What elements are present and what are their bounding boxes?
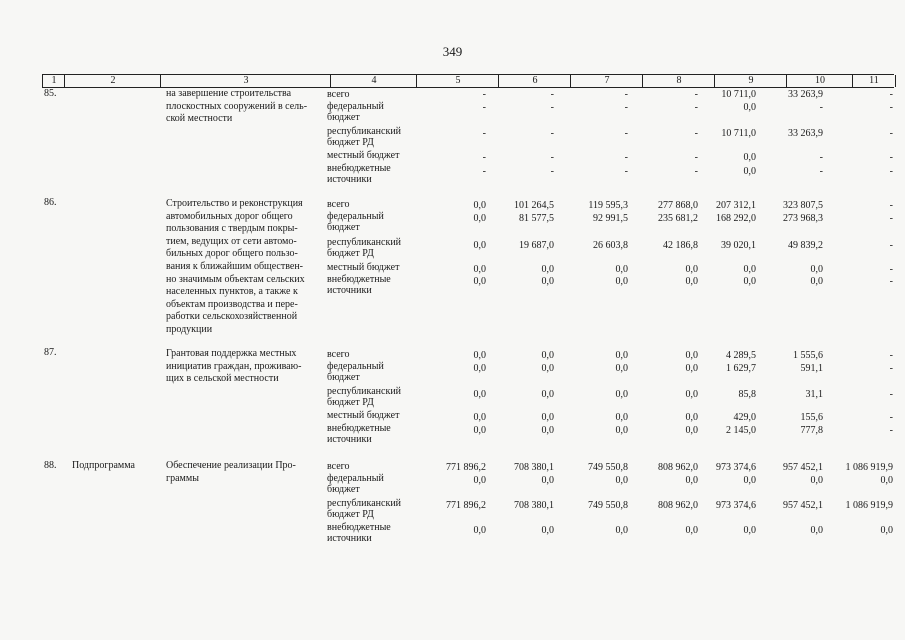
page-number: 349 xyxy=(442,44,463,59)
source-label: всего xyxy=(327,461,350,472)
value-cell: 0,0 xyxy=(615,425,628,436)
value-cell: 0,0 xyxy=(615,389,628,400)
value-cell: - xyxy=(624,166,628,177)
source-label: внебюджетные источники xyxy=(327,522,391,544)
value-cell: - xyxy=(550,102,554,113)
source-label: федеральный бюджет xyxy=(327,101,384,123)
value-cell: 0,0 xyxy=(615,475,628,486)
source-label: федеральный бюджет xyxy=(327,473,384,495)
source-label: местный бюджет xyxy=(327,150,400,161)
header-col-8: 8 xyxy=(642,75,715,87)
value-cell: 749 550,8 xyxy=(588,500,628,511)
row-description: Грантовая поддержка местных инициатив граждан, проживаю- щих в сельской местности xyxy=(166,348,302,385)
value-cell: 33 263,9 xyxy=(788,128,823,139)
row-description: Обеспечение реализации Про- граммы xyxy=(166,460,296,484)
value-cell: 81 577,5 xyxy=(519,213,554,224)
value-cell: 0,0 xyxy=(743,152,756,163)
value-cell: 0,0 xyxy=(541,425,554,436)
value-cell: 119 595,3 xyxy=(588,200,628,211)
value-cell: 92 991,5 xyxy=(593,213,628,224)
value-cell: 85,8 xyxy=(738,389,756,400)
value-cell: 0,0 xyxy=(880,525,893,536)
header-col-3: 3 xyxy=(160,75,331,87)
value-cell: 235 681,2 xyxy=(658,213,698,224)
value-cell: - xyxy=(819,102,823,113)
value-cell: 0,0 xyxy=(473,276,486,287)
value-cell: 0,0 xyxy=(473,425,486,436)
value-cell: 771 896,2 xyxy=(446,500,486,511)
value-cell: - xyxy=(889,412,893,423)
value-cell: 49 839,2 xyxy=(788,240,823,251)
table-header xyxy=(42,74,894,88)
value-cell: 207 312,1 xyxy=(716,200,756,211)
value-cell: 1 086 919,9 xyxy=(845,462,893,473)
value-cell: 777,8 xyxy=(800,425,823,436)
value-cell: - xyxy=(482,166,486,177)
value-cell: 708 380,1 xyxy=(514,500,554,511)
value-cell: 0,0 xyxy=(810,264,823,275)
value-cell: - xyxy=(624,89,628,100)
value-cell: - xyxy=(889,152,893,163)
value-cell: 0,0 xyxy=(685,363,698,374)
value-cell: 973 374,6 xyxy=(716,462,756,473)
value-cell: 0,0 xyxy=(473,240,486,251)
value-cell: 0,0 xyxy=(541,525,554,536)
value-cell: 1 555,6 xyxy=(793,350,823,361)
value-cell: 0,0 xyxy=(810,475,823,486)
value-cell: 33 263,9 xyxy=(788,89,823,100)
value-cell: 0,0 xyxy=(541,389,554,400)
value-cell: 0,0 xyxy=(685,389,698,400)
value-cell: 0,0 xyxy=(615,525,628,536)
value-cell: - xyxy=(694,152,698,163)
value-cell: 0,0 xyxy=(743,475,756,486)
source-label: внебюджетные источники xyxy=(327,163,391,185)
value-cell: 10 711,0 xyxy=(721,89,756,100)
value-cell: 10 711,0 xyxy=(721,128,756,139)
value-cell: 0,0 xyxy=(473,525,486,536)
value-cell: - xyxy=(482,89,486,100)
value-cell: 0,0 xyxy=(541,363,554,374)
header-col-2: 2 xyxy=(64,75,161,87)
value-cell: - xyxy=(694,166,698,177)
value-cell: 0,0 xyxy=(743,276,756,287)
value-cell: 26 603,8 xyxy=(593,240,628,251)
value-cell: 0,0 xyxy=(615,276,628,287)
subprogram-label: Подпрограмма xyxy=(72,460,135,471)
value-cell: - xyxy=(889,89,893,100)
value-cell: 42 186,8 xyxy=(663,240,698,251)
value-cell: 0,0 xyxy=(685,350,698,361)
value-cell: 973 374,6 xyxy=(716,500,756,511)
value-cell: 0,0 xyxy=(473,475,486,486)
value-cell: 0,0 xyxy=(615,264,628,275)
value-cell: 771 896,2 xyxy=(446,462,486,473)
value-cell: - xyxy=(482,128,486,139)
source-label: республиканский бюджет РД xyxy=(327,126,402,148)
source-label: местный бюджет xyxy=(327,410,400,421)
header-col-6: 6 xyxy=(498,75,571,87)
source-label: республиканский бюджет РД xyxy=(327,237,402,259)
value-cell: 957 452,1 xyxy=(783,462,823,473)
value-cell: 1 086 919,9 xyxy=(845,500,893,511)
value-cell: 323 807,5 xyxy=(783,200,823,211)
row-id: 88. xyxy=(44,460,57,471)
header-col-4: 4 xyxy=(330,75,417,87)
value-cell: 31,1 xyxy=(805,389,823,400)
header-col-7: 7 xyxy=(570,75,643,87)
value-cell: - xyxy=(694,89,698,100)
value-cell: 0,0 xyxy=(473,350,486,361)
value-cell: 429,0 xyxy=(733,412,756,423)
value-cell: - xyxy=(889,200,893,211)
value-cell: 0,0 xyxy=(743,264,756,275)
value-cell: - xyxy=(482,152,486,163)
value-cell: 0,0 xyxy=(473,264,486,275)
value-cell: 0,0 xyxy=(541,412,554,423)
value-cell: - xyxy=(482,102,486,113)
value-cell: 0,0 xyxy=(685,276,698,287)
value-cell: - xyxy=(694,102,698,113)
value-cell: - xyxy=(889,240,893,251)
value-cell: 708 380,1 xyxy=(514,462,554,473)
value-cell: 808 962,0 xyxy=(658,500,698,511)
value-cell: - xyxy=(889,350,893,361)
value-cell: 0,0 xyxy=(880,475,893,486)
value-cell: 0,0 xyxy=(541,350,554,361)
source-label: республиканский бюджет РД xyxy=(327,498,402,520)
value-cell: - xyxy=(624,152,628,163)
value-cell: 39 020,1 xyxy=(721,240,756,251)
value-cell: 1 629,7 xyxy=(726,363,756,374)
row-description: Строительство и реконструкция автомобильных дорог общего пользования с твердым покры- тием, ведущих от сети автомо- бильных дорог общего пользо- вания к ближайшим обществен- но значимым объектам сельских населенных пунктов, а также к объектам производства и пере- работки сельскохозяйственной продукции xyxy=(166,198,305,335)
value-cell: - xyxy=(819,166,823,177)
value-cell: - xyxy=(889,102,893,113)
value-cell: 4 289,5 xyxy=(726,350,756,361)
value-cell: 0,0 xyxy=(685,475,698,486)
value-cell: - xyxy=(819,152,823,163)
value-cell: 0,0 xyxy=(810,276,823,287)
row-id: 87. xyxy=(44,347,57,358)
source-label: внебюджетные источники xyxy=(327,423,391,445)
source-label: местный бюджет xyxy=(327,262,400,273)
value-cell: 0,0 xyxy=(541,276,554,287)
value-cell: - xyxy=(624,102,628,113)
value-cell: - xyxy=(694,128,698,139)
value-cell: 0,0 xyxy=(615,350,628,361)
value-cell: 749 550,8 xyxy=(588,462,628,473)
header-col-11: 11 xyxy=(852,75,896,87)
header-col-9: 9 xyxy=(714,75,787,87)
source-label: федеральный бюджет xyxy=(327,211,384,233)
value-cell: 155,6 xyxy=(800,412,823,423)
source-label: всего xyxy=(327,89,350,100)
value-cell: - xyxy=(550,166,554,177)
value-cell: 277 868,0 xyxy=(658,200,698,211)
value-cell: - xyxy=(624,128,628,139)
value-cell: - xyxy=(889,276,893,287)
source-label: внебюджетные источники xyxy=(327,274,391,296)
value-cell: 0,0 xyxy=(615,412,628,423)
value-cell: 0,0 xyxy=(810,525,823,536)
value-cell: 0,0 xyxy=(743,525,756,536)
value-cell: 0,0 xyxy=(743,102,756,113)
value-cell: - xyxy=(889,128,893,139)
value-cell: 0,0 xyxy=(473,213,486,224)
value-cell: 0,0 xyxy=(473,363,486,374)
value-cell: 101 264,5 xyxy=(514,200,554,211)
value-cell: 808 962,0 xyxy=(658,462,698,473)
value-cell: 2 145,0 xyxy=(726,425,756,436)
value-cell: - xyxy=(889,363,893,374)
header-col-5: 5 xyxy=(416,75,499,87)
value-cell: 0,0 xyxy=(473,412,486,423)
row-id: 85. xyxy=(44,88,57,99)
value-cell: 0,0 xyxy=(743,166,756,177)
value-cell: 273 968,3 xyxy=(783,213,823,224)
value-cell: 0,0 xyxy=(685,412,698,423)
value-cell: 591,1 xyxy=(800,363,823,374)
row-description: на завершение строительства плоскостных сооружений в сель- ской местности xyxy=(166,88,308,125)
source-label: всего xyxy=(327,199,350,210)
value-cell: 0,0 xyxy=(541,475,554,486)
value-cell: 0,0 xyxy=(473,200,486,211)
value-cell: 0,0 xyxy=(685,525,698,536)
value-cell: - xyxy=(889,389,893,400)
header-col-1: 1 xyxy=(42,75,65,87)
value-cell: - xyxy=(550,128,554,139)
source-label: федеральный бюджет xyxy=(327,361,384,383)
value-cell: - xyxy=(889,166,893,177)
value-cell: - xyxy=(889,213,893,224)
source-label: всего xyxy=(327,349,350,360)
value-cell: 0,0 xyxy=(615,363,628,374)
value-cell: 0,0 xyxy=(685,425,698,436)
row-id: 86. xyxy=(44,197,57,208)
value-cell: 957 452,1 xyxy=(783,500,823,511)
value-cell: - xyxy=(550,89,554,100)
value-cell: - xyxy=(889,264,893,275)
value-cell: - xyxy=(550,152,554,163)
value-cell: 168 292,0 xyxy=(716,213,756,224)
value-cell: 0,0 xyxy=(685,264,698,275)
header-col-10: 10 xyxy=(786,75,853,87)
value-cell: - xyxy=(889,425,893,436)
source-label: республиканский бюджет РД xyxy=(327,386,402,408)
value-cell: 19 687,0 xyxy=(519,240,554,251)
value-cell: 0,0 xyxy=(541,264,554,275)
value-cell: 0,0 xyxy=(473,389,486,400)
